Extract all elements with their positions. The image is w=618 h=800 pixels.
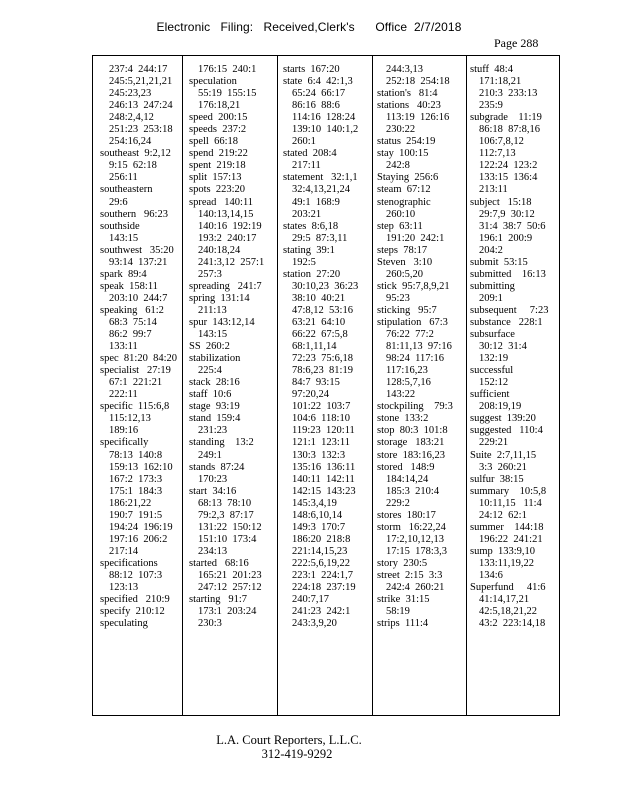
index-entry: street 2:15 3:3	[377, 569, 443, 581]
index-entry: Suite 2:7,11,15	[470, 449, 537, 461]
index-page-refs: 149:3 170:7	[292, 521, 346, 533]
index-entry: spring 131:14	[189, 292, 250, 304]
index-page-refs: 225:4	[198, 365, 222, 377]
index-entry: spreading 241:7	[189, 280, 262, 292]
index-entry: summer 144:18	[470, 521, 544, 533]
index-entry: speculation	[189, 76, 237, 88]
index-entry: stored 148:9	[377, 461, 435, 473]
index-page-refs: 234:13	[198, 545, 228, 557]
index-page-refs: 133:11	[109, 341, 138, 353]
index-page-refs: 29:6	[109, 196, 128, 208]
index-entry: storage 183:21	[377, 437, 445, 449]
index-entry: Staying 256:6	[377, 172, 439, 184]
index-page-refs: 98:24 117:16	[386, 353, 444, 365]
index-entry: steam 67:12	[377, 184, 431, 196]
index-page-refs: 242:4 260:21	[386, 582, 445, 594]
index-page-refs: 193:2 240:17	[198, 232, 257, 244]
index-page-refs: 224:18 237:19	[292, 582, 356, 594]
index-entry: sulfur 38:15	[470, 473, 524, 485]
index-entry: stenographic	[377, 196, 431, 208]
index-page-refs: 230:22	[386, 124, 416, 136]
index-entry: stop 80:3 101:8	[377, 425, 448, 437]
index-page-refs: 190:7 191:5	[109, 509, 163, 521]
index-page-refs: 165:21 201:23	[198, 569, 262, 581]
index-page-refs: 257:3	[198, 268, 222, 280]
index-page-refs: 41:14,17,21	[479, 594, 530, 606]
index-page-refs: 230:3	[198, 618, 222, 630]
index-page-refs: 175:1 184:3	[109, 485, 163, 497]
index-page-refs: 43:2 223:14,18	[479, 618, 546, 630]
index-page-refs: 86:16 88:6	[292, 100, 340, 112]
index-page-refs: 242:8	[386, 160, 410, 172]
index-page-refs: 68:3 75:14	[109, 316, 157, 328]
index-page-refs: 222:5,6,19,22	[292, 557, 351, 569]
index-entry: starting 91:7	[189, 594, 248, 606]
index-entry: southeastern	[100, 184, 153, 196]
index-page-refs: 140:13,14,15	[198, 208, 254, 220]
index-page-refs: 171:18,21	[479, 76, 522, 88]
index-page-refs: 210:3 233:13	[479, 88, 538, 100]
index-page-refs: 143:15	[109, 232, 139, 244]
index-page-refs: 9:15 62:18	[109, 160, 157, 172]
index-page-refs: 241:23 242:1	[292, 606, 351, 618]
index-entry: stipulation 67:3	[377, 316, 448, 328]
index-entry: stick 95:7,8,9,21	[377, 280, 450, 292]
index-page-refs: 76:22 77:2	[386, 329, 434, 341]
index-entry: Superfund 41:6	[470, 582, 546, 594]
index-page-refs: 167:2 173:3	[109, 473, 163, 485]
index-entry: stating 39:1	[283, 244, 335, 256]
index-page-refs: 197:16 206:2	[109, 533, 168, 545]
index-entry: stay 100:15	[377, 148, 429, 160]
index-page-refs: 68:1,11,14	[292, 341, 337, 353]
index-page-refs: 32:4,13,21,24	[292, 184, 351, 196]
index-entry: store 183:16,23	[377, 449, 445, 461]
index-entry: subsurface	[470, 329, 515, 341]
index-entry: suggest 139:20	[470, 413, 536, 425]
index-page-refs: 29:5 87:3,11	[292, 232, 348, 244]
index-page-refs: 139:10 140:1,2	[292, 124, 359, 136]
index-entry: suggested 110:4	[470, 425, 543, 437]
index-entry: stuff 48:4	[470, 64, 513, 75]
index-page-refs: 260:5,20	[386, 268, 424, 280]
index-page-refs: 113:19 126:16	[386, 112, 450, 124]
index-page-refs: 208:19,19	[479, 401, 522, 413]
index-page-refs: 88:12 107:3	[109, 569, 163, 581]
index-entry: stands 87:24	[189, 461, 245, 473]
index-page-refs: 176:15 240:1	[198, 64, 257, 75]
index-page-refs: 151:10 173:4	[198, 533, 257, 545]
index-entry: subsequent 7:23	[470, 304, 549, 316]
index-page-refs: 78:13 140:8	[109, 449, 163, 461]
index-page-refs: 10:11,15 11:4	[479, 497, 542, 509]
index-entry: stand 159:4	[189, 413, 241, 425]
index-page-refs: 17:15 178:3,3	[386, 545, 447, 557]
index-page-refs: 143:22	[386, 389, 416, 401]
index-entry: speed 200:15	[189, 112, 248, 124]
index-entry: spur 143:12,14	[189, 316, 255, 328]
index-entry: SS 260:2	[189, 341, 230, 353]
index-entry: submitted 16:13	[470, 268, 546, 280]
index-entry: story 230:5	[377, 557, 428, 569]
reporter-phone: 312-419-9292	[261, 747, 333, 761]
index-page-refs: 121:1 123:11	[292, 437, 350, 449]
index-entry: strips 111:4	[377, 618, 429, 630]
index-page-refs: 81:11,13 97:16	[386, 341, 452, 353]
index-column-3	[283, 64, 358, 630]
index-page-refs: 246:13 247:24	[109, 100, 173, 112]
index-page-refs: 128:5,7,16	[386, 377, 431, 389]
index-page-refs: 143:15	[198, 329, 228, 341]
index-page-refs: 29:7,9 30:12	[479, 208, 535, 220]
index-entry: speculating	[100, 618, 148, 630]
index-page-refs: 203:10 244:7	[109, 292, 168, 304]
index-page-refs: 243:3,9,20	[292, 618, 337, 630]
index-page-refs: 251:23 253:18	[109, 124, 173, 136]
index-entry: spent 219:18	[189, 160, 246, 172]
index-page-refs: 122:24 123:2	[479, 160, 538, 172]
index-page-refs: 204:2	[479, 244, 503, 256]
index-page-refs: 184:14,24	[386, 473, 429, 485]
index-entry: substance 228:1	[470, 316, 543, 328]
index-page-refs: 186:20 218:8	[292, 533, 351, 545]
index-page-refs: 134:6	[479, 569, 503, 581]
index-page-refs: 31:4 38:7 50:6	[479, 220, 546, 232]
index-page-refs: 260:10	[386, 208, 416, 220]
index-entry: speaking 61:2	[100, 304, 164, 316]
index-entry: specifications	[100, 557, 158, 569]
index-entry: sufficient	[470, 389, 510, 401]
index-entry: standing 13:2	[189, 437, 254, 449]
index-page-refs: 78:6,23 81:19	[292, 365, 353, 377]
index-page-refs: 189:16	[109, 425, 139, 437]
index-page-refs: 231:23	[198, 425, 228, 437]
index-page-refs: 119:23 120:11	[292, 425, 355, 437]
index-page-refs: 152:12	[479, 377, 509, 389]
reporter-company: L.A. Court Reporters, L.L.C.	[216, 733, 362, 747]
index-page-refs: 185:3 210:4	[386, 485, 440, 497]
index-page-refs: 203:21	[292, 208, 322, 220]
index-entry: status 254:19	[377, 136, 436, 148]
column-divider	[466, 56, 467, 715]
index-page-refs: 55:19 155:15	[198, 88, 257, 100]
index-entry: spec 81:20 84:20	[100, 353, 177, 365]
index-entry: sticking 95:7	[377, 304, 437, 316]
index-page-refs: 84:7 93:15	[292, 377, 340, 389]
index-page-refs: 235:9	[479, 100, 503, 112]
index-page-refs: 249:1	[198, 449, 222, 461]
index-page-refs: 58:19	[386, 606, 410, 618]
index-entry: speeds 237:2	[189, 124, 247, 136]
index-page-refs: 30:10,23 36:23	[292, 280, 359, 292]
index-page-refs: 63:21 64:10	[292, 316, 346, 328]
index-page-refs: 159:13 162:10	[109, 461, 173, 473]
index-page-refs: 112:7,13	[479, 148, 516, 160]
index-entry: summary 10:5,8	[470, 485, 547, 497]
index-page-refs: 42:5,18,21,22	[479, 606, 538, 618]
index-page-refs: 66:22 67:5,8	[292, 329, 348, 341]
index-entry: subgrade 11:19	[470, 112, 542, 124]
index-entry: steps 78:17	[377, 244, 428, 256]
index-page-refs: 247:12 257:12	[198, 582, 262, 594]
index-page-refs: 3:3 260:21	[479, 461, 527, 473]
index-page-refs: 245:5,21,21,21	[109, 76, 173, 88]
index-page-refs: 67:1 221:21	[109, 377, 163, 389]
index-entry: step 63:11	[377, 220, 423, 232]
index-page-refs: 65:24 66:17	[292, 88, 346, 100]
index-page-refs: 133:11,19,22	[479, 557, 535, 569]
index-page-refs: 221:14,15,23	[292, 545, 348, 557]
index-page-refs: 217:11	[292, 160, 321, 172]
index-page-refs: 132:19	[479, 353, 509, 365]
index-page-refs: 86:2 99:7	[109, 329, 152, 341]
index-entry: spots 223:20	[189, 184, 246, 196]
index-entry: subject 15:18	[470, 196, 532, 208]
index-page-refs: 260:1	[292, 136, 316, 148]
index-page-refs: 148:6,10,14	[292, 509, 343, 521]
index-page-refs: 241:3,12 257:1	[198, 256, 265, 268]
index-page-refs: 114:16 128:24	[292, 112, 356, 124]
index-page-refs: 72:23 75:6,18	[292, 353, 353, 365]
index-page-refs: 24:12 62:1	[479, 509, 527, 521]
index-page-refs: 140:16 192:19	[198, 220, 262, 232]
index-entry: started 68:16	[189, 557, 249, 569]
index-entry: spark 89:4	[100, 268, 147, 280]
index-page-refs: 17:2,10,12,13	[386, 533, 445, 545]
index-page-refs: 245:23,23	[109, 88, 152, 100]
index-page-refs: 117:16,23	[386, 365, 428, 377]
index-page-refs: 196:1 200:9	[479, 232, 533, 244]
column-divider	[277, 56, 278, 715]
index-page-refs: 248:2,4,12	[109, 112, 154, 124]
index-page-refs: 254:16,24	[109, 136, 152, 148]
index-entry: statement 32:1,1	[283, 172, 358, 184]
index-page-refs: 93:14 137:21	[109, 256, 168, 268]
index-entry: stone 133:2	[377, 413, 429, 425]
index-entry: submit 53:15	[470, 256, 528, 268]
index-page-refs: 95:23	[386, 292, 410, 304]
index-page-refs: 240:18,24	[198, 244, 241, 256]
index-page-refs: 244:3,13	[386, 64, 424, 75]
index-entry: specialist 27:19	[100, 365, 171, 377]
index-column-5	[470, 64, 548, 630]
index-page-refs: 101:22 103:7	[292, 401, 351, 413]
index-page-refs: 79:2,3 87:17	[198, 509, 254, 521]
index-page-refs: 86:18 87:8,16	[479, 124, 540, 136]
index-page-refs: 30:12 31:4	[479, 341, 527, 353]
index-page-refs: 237:4 244:17	[109, 64, 168, 75]
index-entry: station's 81:4	[377, 88, 438, 100]
index-entry: specific 115:6,8	[100, 401, 170, 413]
index-entry: speak 158:11	[100, 280, 158, 292]
index-entry: stated 208:4	[283, 148, 337, 160]
index-entry: stations 40:23	[377, 100, 441, 112]
index-entry: spread 140:11	[189, 196, 254, 208]
index-entry: southeast 9:2,12	[100, 148, 171, 160]
index-entry: storm 16:22,24	[377, 521, 446, 533]
index-page-refs: 186:21,22	[109, 497, 152, 509]
index-page-refs: 223:1 224:1,7	[292, 569, 353, 581]
filing-stamp-header: Electronic Filing: Received,Clerk's Office 2/7/2018	[156, 20, 462, 34]
index-entry: start 34:16	[189, 485, 237, 497]
index-page-refs: 68:13 78:10	[198, 497, 252, 509]
index-entry: station 27:20	[283, 268, 341, 280]
index-page-refs: 106:7,8,12	[479, 136, 524, 148]
index-entry: southern 96:23	[100, 208, 168, 220]
page-number: Page 288	[494, 36, 539, 50]
index-page-refs: 229:2	[386, 497, 410, 509]
index-page-refs: 196:22 241:21	[479, 533, 543, 545]
index-entry: successful	[470, 365, 514, 377]
index-page-refs: 49:1 168:9	[292, 196, 340, 208]
index-page-refs: 97:20,24	[292, 389, 330, 401]
column-divider	[182, 56, 183, 715]
index-entry: Steven 3:10	[377, 256, 433, 268]
index-page-refs: 209:1	[479, 292, 503, 304]
index-page-refs: 222:11	[109, 389, 138, 401]
index-entry: split 157:13	[189, 172, 242, 184]
index-page-refs: 176:18,21	[198, 100, 241, 112]
index-page-refs: 38:10 40:21	[292, 292, 346, 304]
index-page-refs: 47:8,12 53:16	[292, 304, 353, 316]
index-page-refs: 123:13	[109, 582, 139, 594]
index-page-refs: 173:1 203:24	[198, 606, 257, 618]
index-page-refs: 140:11 142:11	[292, 473, 355, 485]
index-entry: spell 66:18	[189, 136, 238, 148]
index-page-refs: 135:16 136:11	[292, 461, 356, 473]
index-entry: southwest 35:20	[100, 244, 174, 256]
index-page-refs: 131:22 150:12	[198, 521, 262, 533]
index-page-refs: 130:3 132:3	[292, 449, 346, 461]
index-entry: stack 28:16	[189, 377, 240, 389]
index-page-refs: 211:13	[198, 304, 227, 316]
index-column-2	[189, 64, 264, 630]
index-page-refs: 133:15 136:4	[479, 172, 538, 184]
index-entry: southside	[100, 220, 140, 232]
index-page-refs: 229:21	[479, 437, 509, 449]
index-page-refs: 252:18 254:18	[386, 76, 450, 88]
index-entry: specifically	[100, 437, 149, 449]
index-column-1	[100, 64, 177, 630]
index-page-refs: 104:6 118:10	[292, 413, 350, 425]
index-page-refs: 142:15 143:23	[292, 485, 356, 497]
index-page-refs: 191:20 242:1	[386, 232, 445, 244]
index-entry: spend 219:22	[189, 148, 248, 160]
index-page-refs: 145:3,4,19	[292, 497, 337, 509]
index-entry: stockpiling 79:3	[377, 401, 453, 413]
index-entry: specify 210:12	[100, 606, 165, 618]
index-page-refs: 256:11	[109, 172, 138, 184]
index-page-refs: 170:23	[198, 473, 228, 485]
index-page-refs: 192:5	[292, 256, 316, 268]
column-divider	[372, 56, 373, 715]
index-page-refs: 240:7,17	[292, 594, 330, 606]
word-index-table	[92, 55, 560, 716]
index-entry: stage 93:19	[189, 401, 240, 413]
index-entry: stabilization	[189, 353, 241, 365]
index-page-refs: 194:24 196:19	[109, 521, 173, 533]
index-page-refs: 213:11	[479, 184, 508, 196]
index-page-refs: 115:12,13	[109, 413, 151, 425]
index-entry: strike 31:15	[377, 594, 430, 606]
index-entry: sump 133:9,10	[470, 545, 536, 557]
index-entry: submitting	[470, 280, 515, 292]
index-entry: states 8:6,18	[283, 220, 339, 232]
index-column-4	[377, 64, 453, 630]
index-page-refs: 217:14	[109, 545, 139, 557]
index-entry: stores 180:17	[377, 509, 436, 521]
index-entry: state 6:4 42:1,3	[283, 76, 353, 88]
index-entry: starts 167:20	[283, 64, 340, 75]
index-entry: specified 210:9	[100, 594, 170, 606]
index-entry: staff 10:6	[189, 389, 232, 401]
